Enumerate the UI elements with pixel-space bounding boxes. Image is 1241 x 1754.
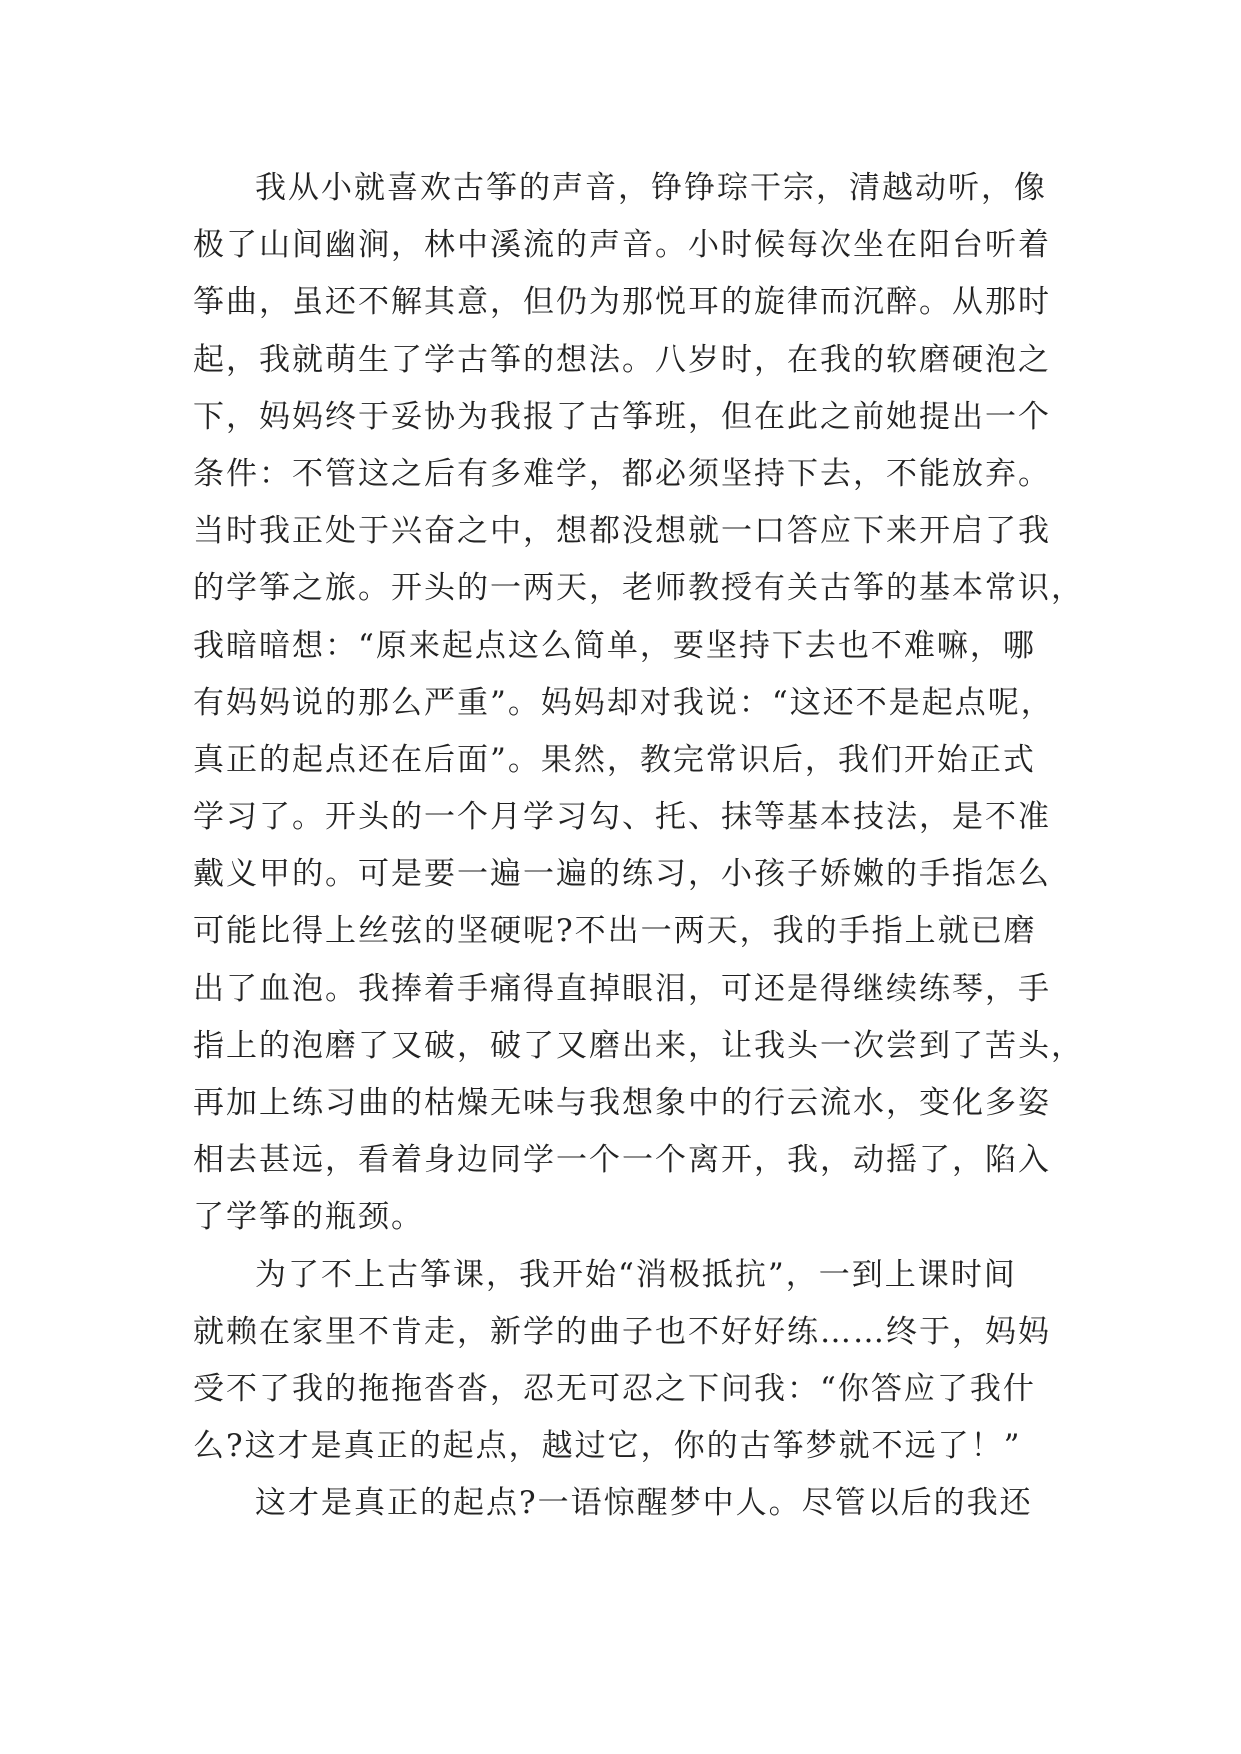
- paragraph-3: [193, 1475, 1043, 1532]
- text-line: 的学筝之旅。开头的一两天，老师教授有关古筝的基本常识，: [193, 570, 1084, 607]
- text-line: 我从小就喜欢古筝的声音，铮铮琮干宗，清越动听，像: [255, 170, 1047, 206]
- text-line: 再加上练习曲的枯燥无味与我想象中的行云流水，变化多姿: [193, 1085, 1051, 1121]
- paragraph-1: [193, 160, 1084, 1247]
- text-line: 条件：不管这之后有多难学，都必须坚持下去，不能放弃。: [193, 455, 1051, 492]
- text-line: 了学筝的瓶颈。: [193, 1199, 424, 1236]
- text-line: 指上的泡磨了又破，破了又磨出来，让我头一次尝到了苦头，: [193, 1027, 1084, 1064]
- text-line: 么?这才是真正的起点，越过它，你的古筝梦就不远了！”: [193, 1428, 1022, 1465]
- text-line: 出了血泡。我捧着手痛得直掉眼泪，可还是得继续练琴，手: [193, 970, 1051, 1007]
- text-line: 戴义甲的。可是要一遍一遍的练习，小孩子娇嫩的手指怎么: [193, 856, 1051, 893]
- text-line: 起，我就萌生了学古筝的想法。八岁时，在我的软磨硬泡之: [193, 341, 1051, 378]
- text-line: 我暗暗想：“原来起点这么简单，要坚持下去也不难嘛，哪: [193, 627, 1036, 664]
- essay-body: [193, 160, 1084, 1533]
- text-line: 受不了我的拖拖沓沓，忍无可忍之下问我：“你答应了我什: [193, 1370, 1036, 1407]
- text-line: 学习了。开头的一个月学习勾、托、抹等基本技法，是不准: [193, 799, 1051, 836]
- text-line: 真正的起点还在后面”。果然，教完常识后，我们开始正式: [193, 741, 1036, 778]
- text-line: 可能比得上丝弦的坚硬呢?不出一两天，我的手指上就已磨: [193, 913, 1037, 950]
- paragraph-2: [193, 1247, 1051, 1476]
- text-line: 下，妈妈终于妥协为我报了古筝班，但在此之前她提出一个: [193, 398, 1051, 435]
- text-line: 这才是真正的起点?一语惊醒梦中人。尽管以后的我还: [255, 1485, 1033, 1522]
- text-line: 极了山间幽涧，林中溪流的声音。小时候每次坐在阳台听着: [193, 227, 1051, 264]
- text-line: 筝曲，虽还不解其意，但仍为那悦耳的旋律而沉醉。从那时: [193, 284, 1051, 321]
- text-line: 当时我正处于兴奋之中，想都没想就一口答应下来开启了我: [193, 513, 1051, 550]
- text-line: 就赖在家里不肯走，新学的曲子也不好好练……终于，妈妈: [193, 1313, 1051, 1350]
- text-line: 相去甚远，看着身边同学一个一个离开，我，动摇了，陷入: [193, 1142, 1051, 1179]
- text-line: 为了不上古筝课，我开始“消极抵抗”，一到上课时间: [255, 1256, 1017, 1293]
- text-line: 有妈妈说的那么严重”。妈妈却对我说：“这还不是起点呢，: [193, 684, 1054, 721]
